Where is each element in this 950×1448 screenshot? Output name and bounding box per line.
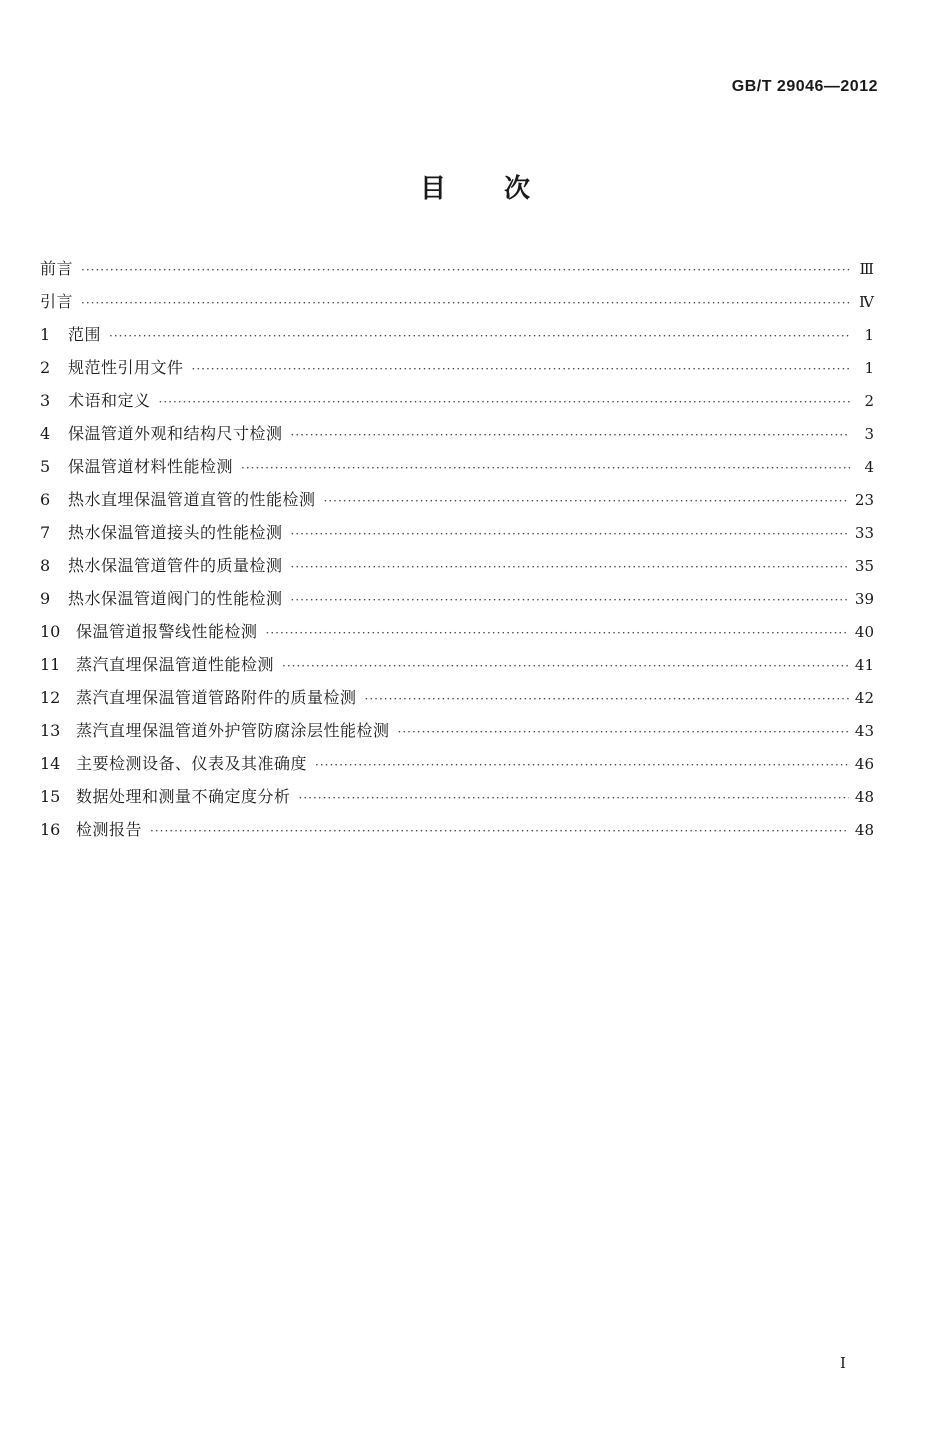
toc-leader-dots [81, 263, 850, 277]
standard-code: GB/T 29046—2012 [731, 78, 878, 95]
toc-entry-7[interactable] [40, 520, 874, 553]
toc-leader-dots [282, 659, 849, 673]
table-of-contents [40, 256, 874, 850]
toc-leader-dots [159, 395, 850, 409]
toc-number: 3 [40, 391, 51, 410]
toc-entry-10[interactable] [40, 619, 874, 652]
toc-leader-dots [266, 626, 849, 640]
toc-leader-dots [81, 296, 850, 310]
toc-label: 范围 [68, 325, 102, 344]
toc-label: 保温管道材料性能检测 [68, 457, 234, 476]
toc-page: 33 [854, 524, 874, 542]
toc-entry-15[interactable] [40, 784, 874, 817]
toc-label: 热水直埋保温管道直管的性能检测 [68, 490, 316, 509]
toc-leader-dots [150, 824, 849, 838]
toc-page: 39 [854, 590, 874, 608]
toc-entry-11[interactable] [40, 652, 874, 685]
toc-leader-dots [241, 461, 850, 475]
toc-page: 48 [854, 821, 874, 839]
toc-number: 10 [40, 622, 61, 641]
toc-label: 热水保温管道管件的质量检测 [68, 556, 283, 575]
toc-entry-2[interactable] [40, 355, 874, 388]
toc-entry-introduction[interactable] [40, 289, 874, 322]
toc-leader-dots [315, 758, 849, 772]
toc-entry-foreword[interactable] [40, 256, 874, 289]
toc-number: 12 [40, 688, 61, 707]
toc-page: 48 [854, 788, 874, 806]
toc-page: 40 [854, 623, 874, 641]
toc-label: 保温管道报警线性能检测 [76, 622, 258, 641]
toc-label: 术语和定义 [68, 391, 151, 410]
toc-label: 蒸汽直埋保温管道外护管防腐涂层性能检测 [76, 721, 390, 740]
toc-label: 检测报告 [76, 820, 143, 839]
toc-page: 4 [864, 458, 874, 476]
toc-entry-13[interactable] [40, 718, 874, 751]
toc-label: 热水保温管道阀门的性能检测 [68, 589, 283, 608]
toc-entry-12[interactable] [40, 685, 874, 718]
toc-number: 7 [40, 523, 51, 542]
page-number: I [840, 1354, 846, 1372]
toc-page: 41 [854, 656, 874, 674]
toc-page: 2 [864, 392, 874, 410]
toc-page: 1 [864, 359, 874, 377]
toc-leader-dots [324, 494, 849, 508]
toc-leader-dots [192, 362, 850, 376]
toc-page: 23 [854, 491, 874, 509]
toc-entry-14[interactable] [40, 751, 874, 784]
toc-number: 16 [40, 820, 61, 839]
toc-label: 保温管道外观和结构尺寸检测 [68, 424, 283, 443]
toc-label: 数据处理和测量不确定度分析 [76, 787, 291, 806]
toc-number: 1 [40, 325, 51, 344]
toc-page: 46 [854, 755, 874, 773]
toc-number: 13 [40, 721, 61, 740]
toc-label: 前言 [40, 259, 74, 278]
toc-label: 规范性引用文件 [68, 358, 184, 377]
toc-label: 蒸汽直埋保温管道管路附件的质量检测 [76, 688, 357, 707]
toc-leader-dots [291, 593, 849, 607]
toc-number: 2 [40, 358, 51, 377]
toc-number: 14 [40, 754, 61, 773]
toc-page: Ⅲ [859, 260, 874, 278]
toc-label: 蒸汽直埋保温管道性能检测 [76, 655, 275, 674]
toc-number: 9 [40, 589, 51, 608]
toc-entry-6[interactable] [40, 487, 874, 520]
toc-entry-8[interactable] [40, 553, 874, 586]
toc-label: 热水保温管道接头的性能检测 [68, 523, 283, 542]
toc-page: 42 [854, 689, 874, 707]
toc-number: 15 [40, 787, 61, 806]
toc-entry-9[interactable] [40, 586, 874, 619]
toc-number: 11 [40, 655, 61, 674]
toc-page: Ⅳ [859, 293, 874, 311]
toc-page: 3 [864, 425, 874, 443]
toc-page: 43 [854, 722, 874, 740]
toc-number: 4 [40, 424, 51, 443]
toc-leader-dots [291, 428, 850, 442]
toc-page: 1 [864, 326, 874, 344]
toc-entry-5[interactable] [40, 454, 874, 487]
toc-label: 引言 [40, 292, 74, 311]
toc-leader-dots [291, 527, 849, 541]
toc-number: 6 [40, 490, 51, 509]
toc-leader-dots [109, 329, 850, 343]
toc-entry-16[interactable] [40, 817, 874, 850]
toc-leader-dots [365, 692, 849, 706]
toc-entry-3[interactable] [40, 388, 874, 421]
toc-entry-1[interactable] [40, 322, 874, 355]
page-title: 目次 [419, 174, 588, 204]
toc-label: 主要检测设备、仪表及其准确度 [76, 754, 308, 773]
toc-entry-4[interactable] [40, 421, 874, 454]
toc-leader-dots [291, 560, 849, 574]
toc-leader-dots [299, 791, 849, 805]
toc-number: 8 [40, 556, 51, 575]
toc-leader-dots [398, 725, 849, 739]
toc-page: 35 [854, 557, 874, 575]
toc-number: 5 [40, 457, 51, 476]
